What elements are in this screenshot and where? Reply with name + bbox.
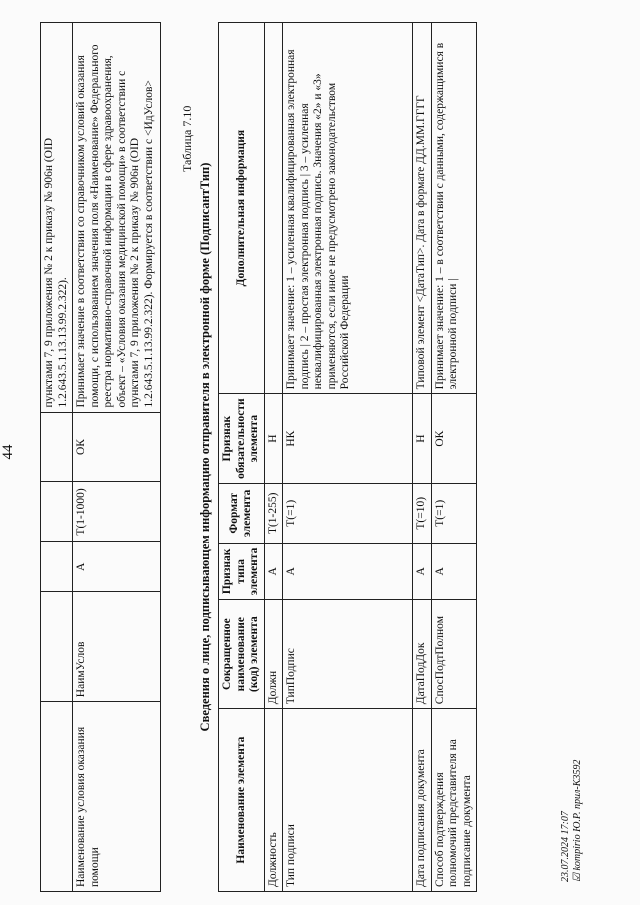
header-type: Признак типа элемента <box>219 543 265 599</box>
format-cell: Т(=1) <box>431 483 477 543</box>
format-cell: Т(1-255) <box>264 483 283 543</box>
header-code: Сокращенное наименование (код) элемента <box>219 600 265 709</box>
page-number: 44 <box>0 444 16 460</box>
name-cell: Должность <box>264 709 283 892</box>
signer-table <box>218 22 477 892</box>
table-row <box>73 23 161 892</box>
header-format: Формат элемента <box>219 483 265 543</box>
info-cell: Принимает значение в соответствии со справочником условий оказания помощи, с использованием значения поля «Наименование» Федерального реестра нормативно-справочной информации в сфере здравоохранения, объект – «Условия оказания медицинской помощи» в соответствии с пунктами 7, 9 приложения № 2 к приказу № 906н (OID 1.2.643.5.1.13.99.2.322). Формируется в соответствии с <ИдУслов> <box>73 23 161 413</box>
table-row <box>431 23 477 892</box>
table-row <box>41 23 73 892</box>
info-cell: Принимает значение: 1 – в соответствии с данными, содержащимися в электронной подписи | <box>431 23 477 394</box>
footer-timestamp: 23.07.2024 17:07 <box>560 811 571 882</box>
req-cell: Н <box>264 394 283 484</box>
format-cell: Т(=10) <box>413 483 432 543</box>
code-cell: СпосПодтПолном <box>431 600 477 709</box>
info-cell <box>264 23 283 394</box>
type-cell: А <box>413 543 432 599</box>
info-cell: пунктами 7, 9 приложения № 2 к приказу № 906н (OID 1.2.643.5.1.13.13.99.2.322). <box>41 23 73 413</box>
type-cell: А <box>283 543 413 599</box>
code-cell: ТипПодпис <box>283 600 413 709</box>
name-cell: Дата подписания документа <box>413 709 432 892</box>
rotated-content <box>0 12 600 892</box>
code-cell: ДатаПодДок <box>413 600 432 709</box>
info-cell: Принимает значение: 1 – усиленная квалифицированная электронная подпись | 2 – простая электронная подпись | 3 – усиленная неквалифицированная электронная подпись. Значения «2» и «3» применяются, если иное не предусмотрено законодательством Российской Федерации <box>283 23 413 394</box>
header-req: Признак обязательности элемента <box>219 394 265 484</box>
code-cell: Должн <box>264 600 283 709</box>
table-caption: Таблица 7.10 <box>180 105 194 172</box>
table-row <box>283 23 413 892</box>
name-cell: Тип подписи <box>283 709 413 892</box>
footer-signature: ☑ kompirio Ю.Р. прил-К3592 <box>572 759 583 882</box>
req-cell: Н <box>413 394 432 484</box>
format-cell: Т(1-1000) <box>73 482 161 542</box>
req-cell: ОК <box>73 412 161 482</box>
table-row <box>413 23 432 892</box>
info-cell: Типовой элемент <ДатаТип>. Дата в формате ДД.ММ.ГГГГ <box>413 23 432 394</box>
top-table <box>40 22 161 892</box>
type-cell: А <box>431 543 477 599</box>
header-row <box>219 23 265 892</box>
type-cell: А <box>264 543 283 599</box>
type-cell: А <box>73 542 161 592</box>
header-info: Дополнительная информация <box>219 23 265 394</box>
table-title: Сведения о лице, подписывающем информацию отправителя в электронной форме (ПодписантТип) <box>198 162 212 732</box>
format-cell: Т(=1) <box>283 483 413 543</box>
header-name: Наименование элемента <box>219 709 265 892</box>
table-row <box>264 23 283 892</box>
name-cell: Наименование условия оказания помощи <box>73 702 161 892</box>
req-cell: НК <box>283 394 413 484</box>
name-cell: Способ подтверждения полномочий представителя на подписание документа <box>431 709 477 892</box>
code-cell: НаимУслов <box>73 592 161 702</box>
document-footer <box>560 760 584 882</box>
req-cell: ОК <box>431 394 477 484</box>
